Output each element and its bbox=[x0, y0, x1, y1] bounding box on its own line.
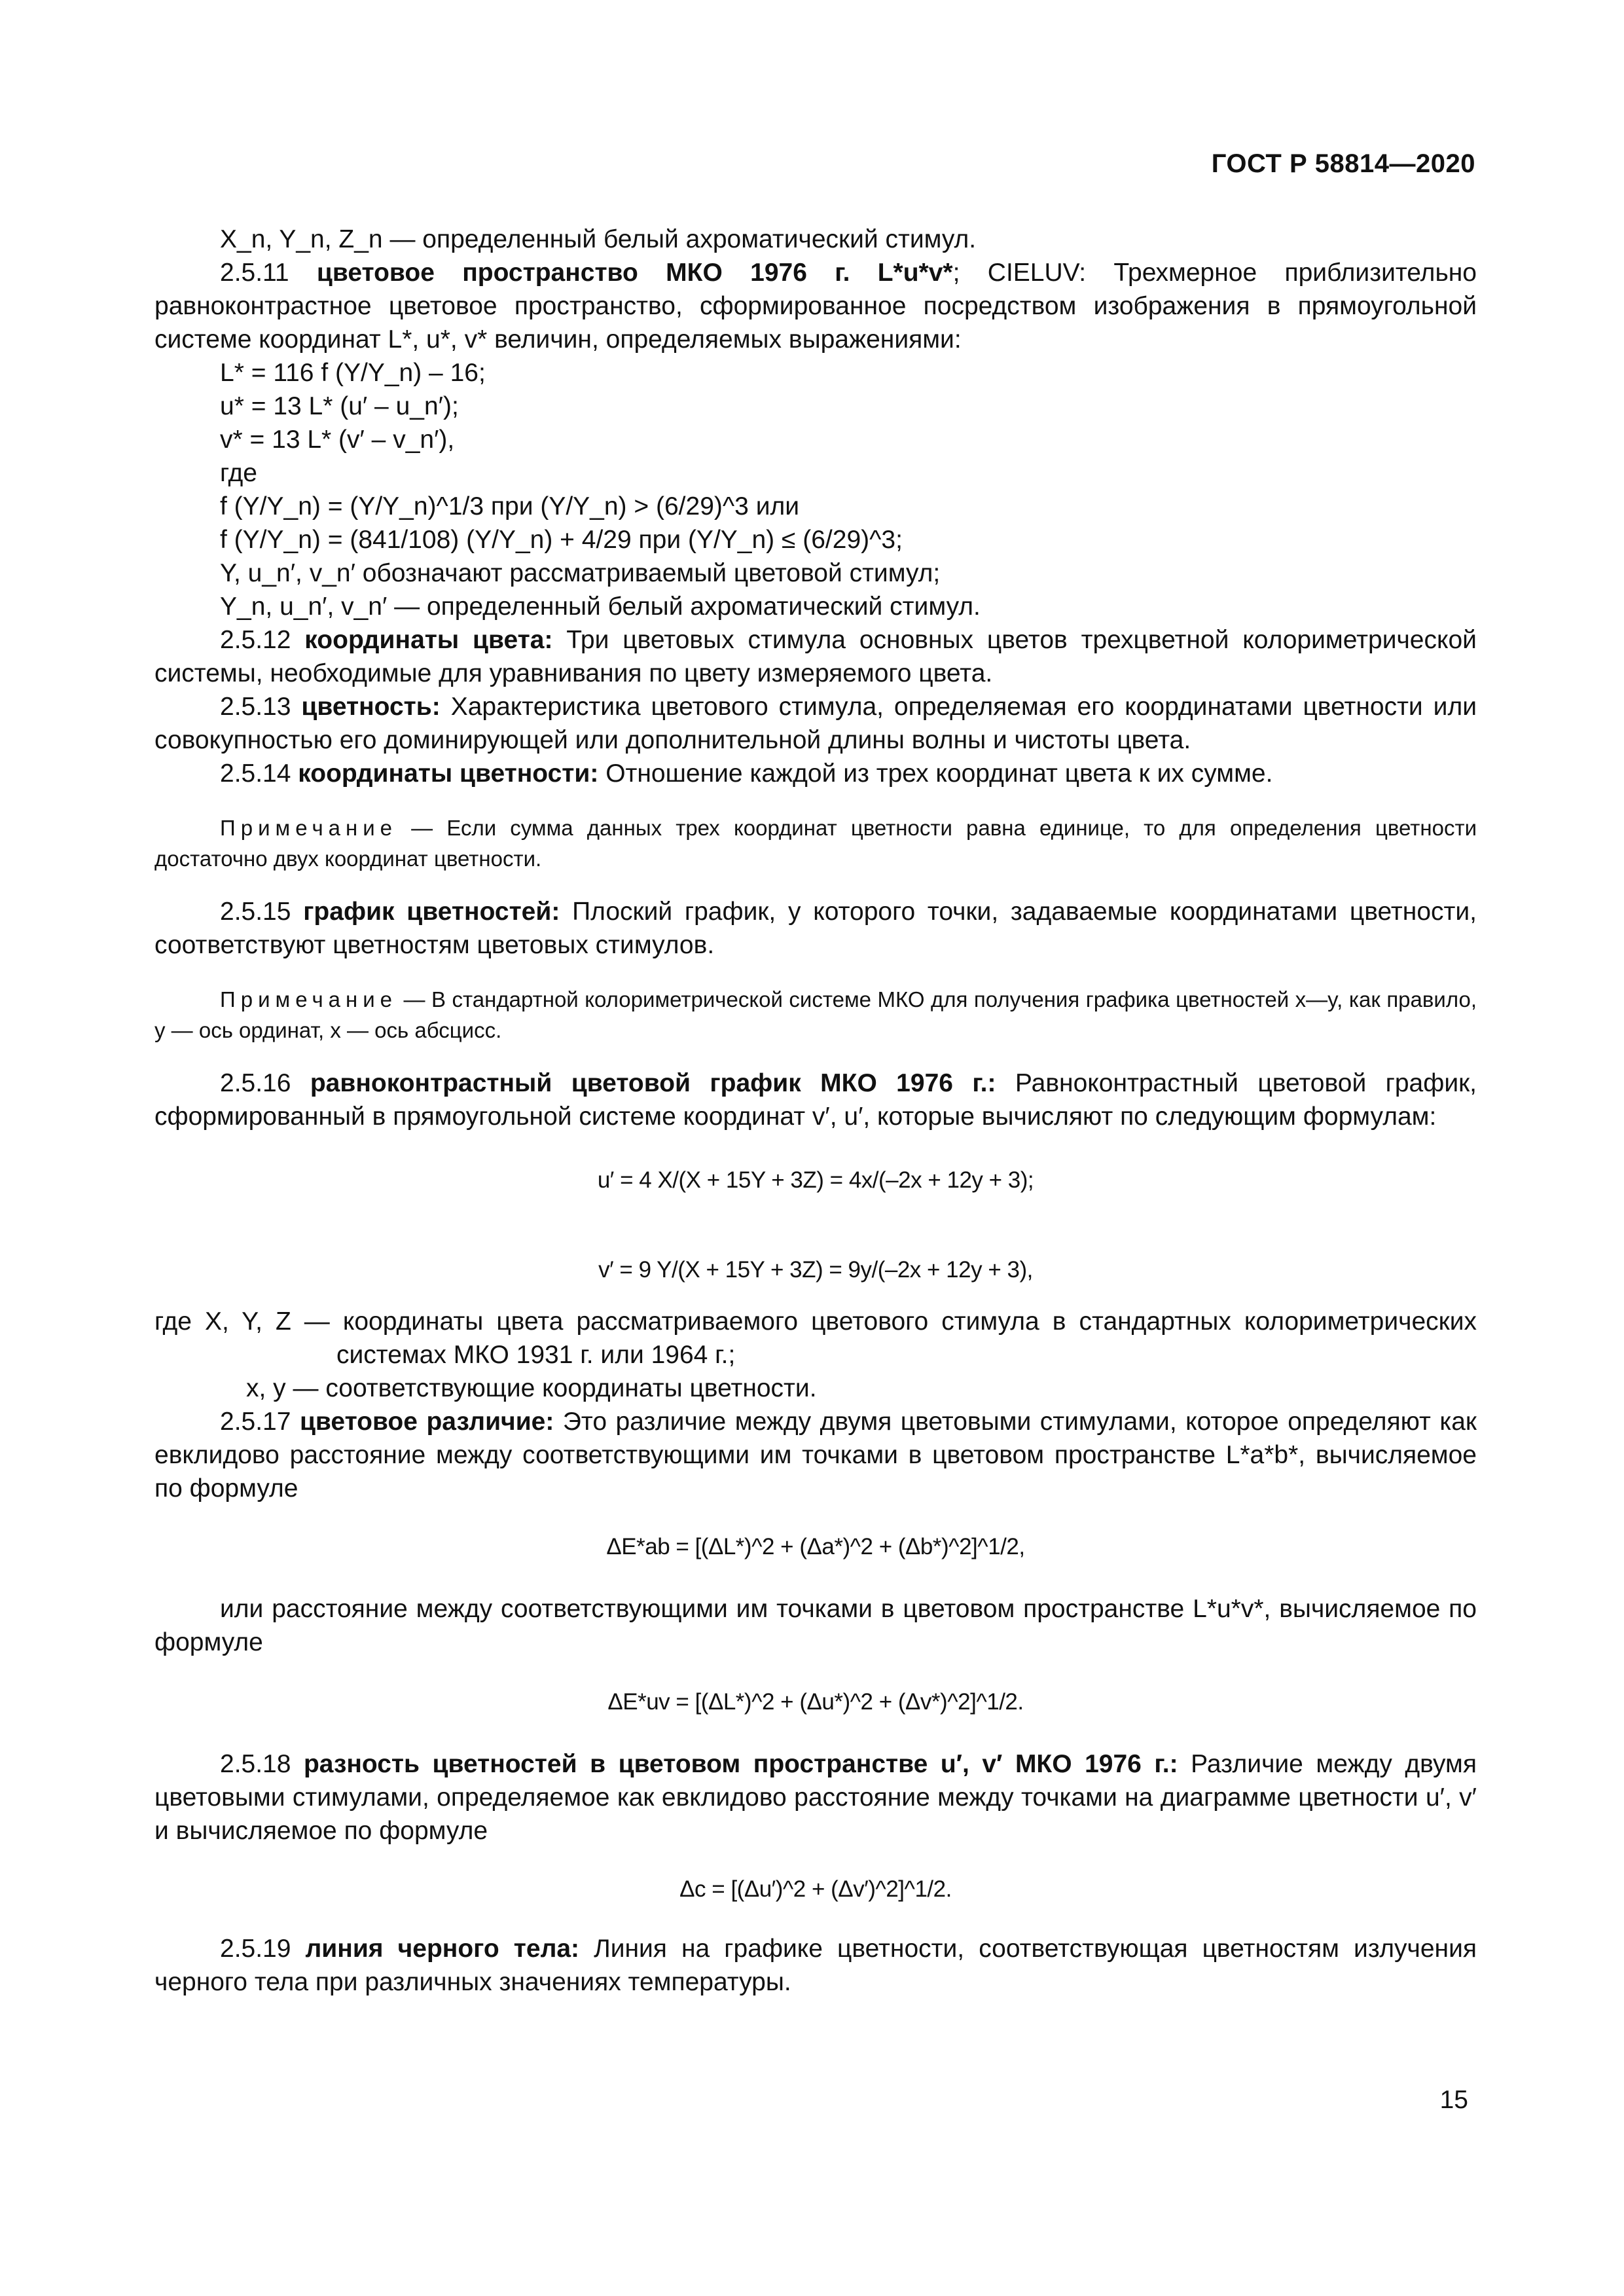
section-text: Линия на графике цветности, соответствующая цветностям излучения черного тела при различных значениях температуры. bbox=[154, 1935, 1477, 1996]
section-term: равноконтрастный цветовой график МКО 1976 г.: bbox=[310, 1069, 996, 1097]
section-term: линия черного тела: bbox=[305, 1935, 580, 1963]
section-text: Плоский график, у которого точки, задаваемые координатами цветности, соответствуют цветностям цветовых стимулов. bbox=[154, 898, 1477, 959]
y-definition: Y, u_n′, v_n′ обозначают рассматриваемый цветовой стимул; bbox=[220, 559, 941, 587]
formula-delta-e-ab: ΔE*ab = [(ΔL*)^2 + (Δa*)^2 + (Δb*)^2]^1/2, bbox=[606, 1534, 1025, 1559]
section-term: координаты цветности: bbox=[298, 759, 599, 788]
formula-delta-e-uv: ΔE*uv = [(ΔL*)^2 + (Δu*)^2 + (Δv*)^2]^1/2. bbox=[607, 1689, 1024, 1715]
note-label: Примечание bbox=[220, 987, 398, 1011]
where-xy: x, y — соответствующие координаты цветности. bbox=[246, 1374, 817, 1402]
section-number: 2.5.16 bbox=[220, 1069, 291, 1097]
section-text: Это различие между двумя цветовыми стимулами, которое определяют как евклидово расстояние между соответствующими им точками в цветовом пространстве L*a*b*, вычисляемое по формуле bbox=[154, 1408, 1477, 1503]
section-text: Отношение каждой из трех координат цвета к их сумме. bbox=[605, 759, 1273, 788]
section-number: 2.5.13 bbox=[220, 693, 291, 721]
section-number: 2.5.15 bbox=[220, 898, 291, 926]
where-label: где bbox=[220, 459, 257, 487]
u-formula: u* = 13 L* (u′ – u_n′); bbox=[220, 392, 459, 420]
section-2-5-15 bbox=[154, 895, 1477, 962]
yn-definition: Y_n, u_n′, v_n′ — определенный белый ахроматический стимул. bbox=[220, 592, 981, 621]
section-text: Равноконтрастный цветовой график, сформированный в прямоугольной системе координат v′, u′, которые вычисляют по следующим формулам: bbox=[154, 1069, 1477, 1131]
xyz-white-line: X_n, Y_n, Z_n — определенный белый ахроматический стимул. bbox=[220, 225, 977, 253]
f-formula-2: f (Y/Y_n) = (841/108) (Y/Y_n) + 4/29 при (Y/Y_n) ≤ (6/29)^3; bbox=[220, 526, 903, 554]
v-formula: v* = 13 L* (v′ – v_n′), bbox=[220, 426, 455, 454]
section-text: Различие между двумя цветовыми стимулами, определяемое как евклидово расстояние между точками на диаграмме цветности u′, v′ и вычисляемое по формуле bbox=[154, 1750, 1477, 1845]
where-xyz: где X, Y, Z — координаты цвета рассматриваемого цветового стимула в стандартных колориметрических системах МКО 1931 г. или 1964 г.; bbox=[154, 1307, 1477, 1369]
section-2-5-11 bbox=[154, 256, 1477, 356]
note-text: — Если сумма данных трех координат цветности равна единице, то для определения цветности достаточно двух координат цветности. bbox=[154, 816, 1477, 871]
note-label: Примечание bbox=[220, 816, 398, 840]
section-text: ; CIELUV: Трехмерное приблизительно равноконтрастное цветовое пространство, сформированное посредством изображения в прямоугольной системе координат L*, u*, v* величин, определяемых выражениями: bbox=[154, 259, 1477, 354]
note-text: — В стандартной колориметрической системе МКО для получения графика цветностей x—y, как правило, y — ось ординат, x — ось абсцисс. bbox=[154, 987, 1477, 1042]
section-text: Три цветовых стимула основных цветов трехцветной колориметрической системы, необходимые для уравнивания по цвету измеряемого цвета. bbox=[154, 626, 1477, 687]
section-number: 2.5.18 bbox=[220, 1750, 291, 1778]
section-2-5-18 bbox=[154, 1747, 1477, 1848]
l-formula: L* = 116 f (Y/Y_n) – 16; bbox=[220, 359, 486, 387]
section-term: цветность: bbox=[301, 693, 441, 721]
page-number: 15 bbox=[1439, 2086, 1468, 2114]
f-formula-1: f (Y/Y_n) = (Y/Y_n)^1/3 при (Y/Y_n) > (6/29)^3 или bbox=[220, 492, 800, 520]
section-number: 2.5.14 bbox=[220, 759, 291, 788]
section-2-5-19 bbox=[154, 1932, 1477, 1999]
text-or-distance: или расстояние между соответствующими им точками в цветовом пространстве L*u*v*, вычисляемое по формуле bbox=[154, 1595, 1477, 1656]
formula-delta-c: Δc = [(Δu′)^2 + (Δv′)^2]^1/2. bbox=[679, 1876, 952, 1902]
section-2-5-17 bbox=[154, 1405, 1477, 1505]
section-2-5-16 bbox=[154, 1066, 1477, 1133]
note-2 bbox=[154, 984, 1477, 1046]
section-2-5-12 bbox=[154, 623, 1477, 690]
section-term: график цветностей: bbox=[303, 898, 560, 926]
section-term: цветовое различие: bbox=[299, 1408, 554, 1436]
document-body bbox=[154, 223, 1477, 1999]
section-term: разность цветностей в цветовом пространстве u′, v′ МКО 1976 г.: bbox=[303, 1750, 1178, 1778]
section-number: 2.5.19 bbox=[220, 1935, 291, 1963]
section-number: 2.5.17 bbox=[220, 1408, 291, 1436]
formula-u-prime: u′ = 4 X/(X + 15Y + 3Z) = 4x/(–2x + 12y + 3); bbox=[597, 1167, 1034, 1193]
section-number: 2.5.11 bbox=[220, 259, 289, 287]
section-2-5-13 bbox=[154, 690, 1477, 757]
section-term: цветовое пространство МКО 1976 г. L*u*v* bbox=[316, 259, 953, 287]
section-text: Характеристика цветового стимула, определяемая его координатами цветности или совокупностью его доминирующей или дополнительной длины волны и чистоты цвета. bbox=[154, 693, 1477, 754]
section-term: координаты цвета: bbox=[304, 626, 553, 654]
note-1 bbox=[154, 812, 1477, 874]
section-number: 2.5.12 bbox=[220, 626, 291, 654]
formula-v-prime: v′ = 9 Y/(X + 15Y + 3Z) = 9y/(–2x + 12y + 3), bbox=[598, 1257, 1033, 1283]
document-header: ГОСТ Р 58814—2020 bbox=[1211, 149, 1475, 178]
section-2-5-14 bbox=[154, 757, 1477, 790]
